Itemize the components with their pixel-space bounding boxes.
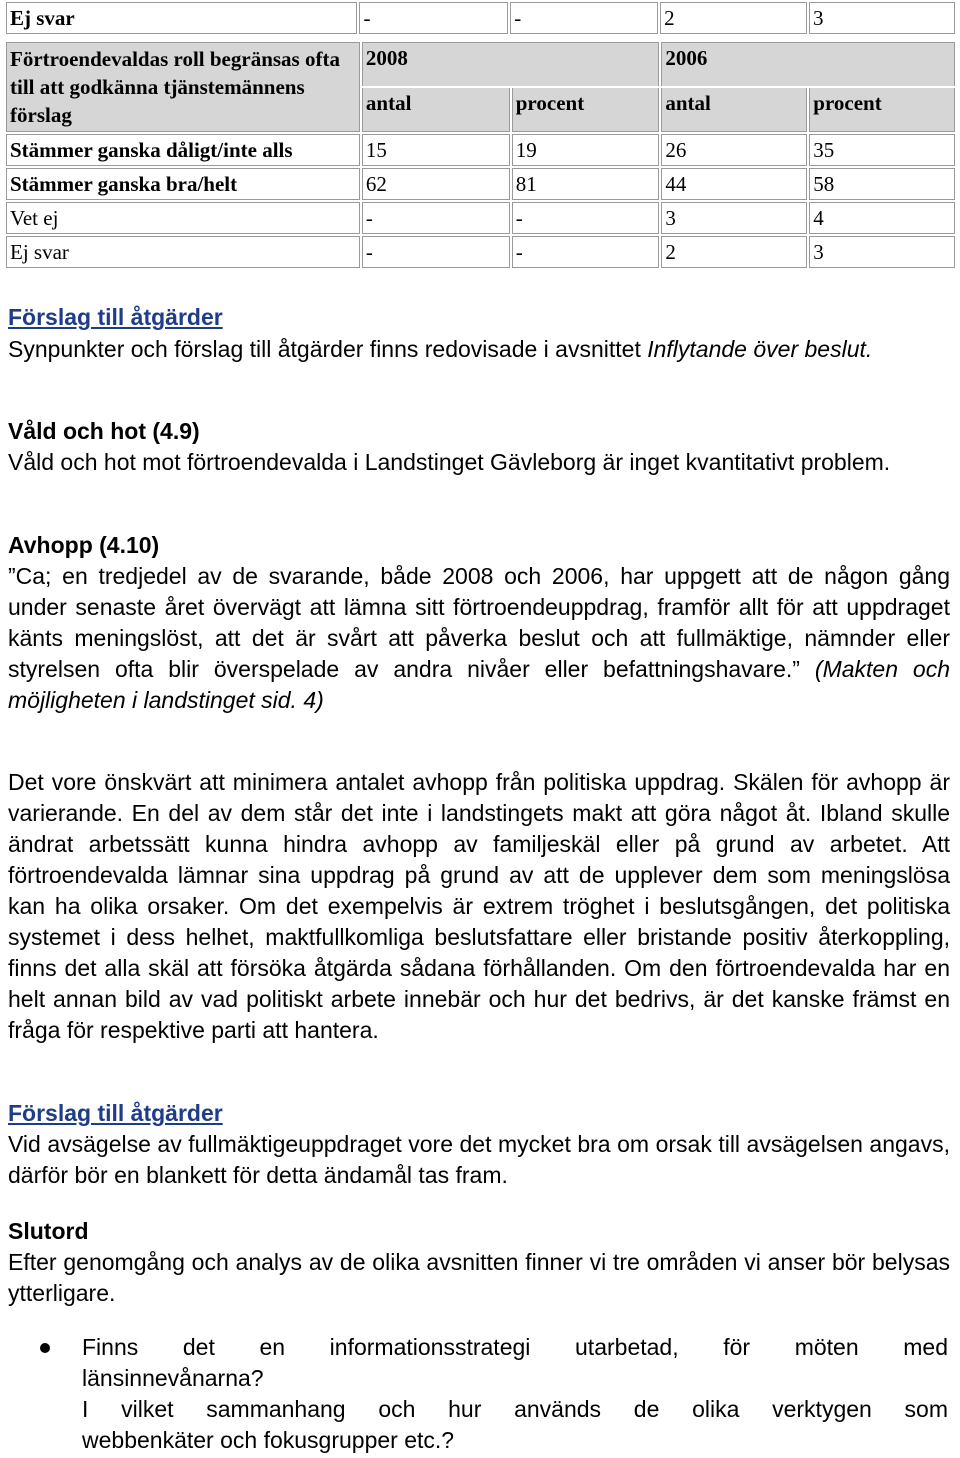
row-label: Stämmer ganska dåligt/inte alls — [6, 134, 360, 166]
cell: - — [362, 202, 510, 234]
row-label: Vet ej — [6, 202, 360, 234]
list-item-line: webbenkäter och fokusgrupper etc.? — [82, 1427, 455, 1453]
quote-text: ”Ca; en tredjedel av de svarande, både 2008 och 2006, har uppgett att de någon gång under senaste året övervägt att lämna sitt förtroendeuppdrag, framför allt för att uppdraget känts meningslöst, att det är svårt att påverka beslut och att fullmäktige, nämnder eller styrelsen ofta blir överspelade av andra nivåer eller befattningshavare.” — [8, 563, 950, 682]
section-heading-forslag: Förslag till åtgärder — [8, 304, 223, 330]
cell: 2 — [660, 2, 807, 34]
cell: 3 — [809, 2, 955, 34]
row-label: Stämmer ganska bra/helt — [6, 168, 360, 200]
list-item-line: Finns det en informationsstrategi utarbetad, för möten med — [82, 1334, 948, 1360]
year-header: 2006 — [661, 42, 955, 86]
avhopp-quote — [8, 561, 950, 716]
cell: 3 — [809, 236, 955, 268]
cell: 44 — [661, 168, 807, 200]
section-text-forslag-2: Vid avsägelse av fullmäktigeuppdraget vore det mycket bra om orsak till avsägelsen angavs, därför bör en blankett för detta ändamål tas fram. — [8, 1131, 950, 1188]
list-item-line: I vilket sammanhang och hur används de olika verktygen som — [82, 1396, 948, 1422]
column-header: procent — [512, 88, 660, 132]
avhopp-paragraph: Det vore önskvärt att minimera antalet avhopp från politiska uppdrag. Skälen för avhopp är varierande. En del av dem står det inte i landstingets makt att göra något åt. Ibland skulle ändrat arbetssätt kunna hindra avhopp av familjeskäl eller på grund av arbetet. Att förtroendevalda lämnar sina uppdrag på grund av att de upplever dem som meningslösa kan ha olika orsaker. Om det exempelvis är extrem tröghet i beslutsgången, det politiska systemet i dess helhet, maktfullkomliga beslutsfattare eller bristande positiv återkoppling, finns det alla skäl att försöka åtgärda sådana förhållanden. Om den förtroendevalda har en helt annan bild av vad politiskt arbete innebär och hur det bedrivs, är det kanske främst en fråga för respektive parti att hantera. — [8, 769, 950, 1043]
cell: 15 — [362, 134, 510, 166]
cell: 3 — [661, 202, 807, 234]
table-row — [6, 236, 955, 268]
cell: 62 — [362, 168, 510, 200]
bullet-icon — [40, 1343, 50, 1353]
cell: - — [512, 202, 660, 234]
row-label: Ej svar — [6, 236, 360, 268]
section-heading-forslag-2: Förslag till åtgärder — [8, 1100, 223, 1126]
cell: 4 — [809, 202, 955, 234]
cell: 81 — [512, 168, 660, 200]
cell: - — [359, 2, 508, 34]
list-item — [82, 1332, 948, 1456]
table-row — [6, 134, 955, 166]
year-header: 2008 — [362, 42, 659, 86]
quote-source: (Makten och möjligheten i landstinget sid. 4) — [8, 656, 951, 713]
text-plain: Synpunkter och förslag till åtgärder finns redovisade i avsnittet — [8, 336, 648, 362]
table-row — [6, 2, 955, 34]
column-header: procent — [809, 88, 955, 132]
section-text-vald: Våld och hot mot förtroendevalda i Landstinget Gävleborg är inget kvantitativt problem. — [8, 449, 891, 475]
text-italic: Inflytande över beslut. — [647, 336, 873, 362]
cell: 58 — [809, 168, 955, 200]
survey-table — [4, 40, 957, 270]
column-header: antal — [362, 88, 510, 132]
cell: - — [362, 236, 510, 268]
cell: 35 — [809, 134, 955, 166]
cell: 2 — [661, 236, 807, 268]
row-label: Ej svar — [6, 2, 357, 34]
cell: 19 — [512, 134, 660, 166]
table-header-label: Förtroendevaldas roll begränsas ofta till att godkänna tjänstemännens förslag — [6, 42, 360, 132]
section-heading-avhopp: Avhopp (4.10) — [8, 532, 160, 558]
section-text-forslag — [8, 334, 950, 365]
table-row — [6, 202, 955, 234]
section-text-slutord: Efter genomgång och analys av de olika avsnitten finner vi tre områden vi anser bör belysas ytterligare. — [8, 1249, 950, 1306]
column-header: antal — [661, 88, 807, 132]
section-heading-slutord: Slutord — [8, 1218, 89, 1244]
section-heading-vald: Våld och hot (4.9) — [8, 418, 200, 444]
table-header-row — [6, 42, 955, 86]
previous-table-fragment — [4, 0, 957, 36]
cell: 26 — [661, 134, 807, 166]
table-row — [6, 168, 955, 200]
cell: - — [510, 2, 658, 34]
list-item-line: länsinnevånarna? — [82, 1365, 264, 1391]
cell: - — [512, 236, 660, 268]
